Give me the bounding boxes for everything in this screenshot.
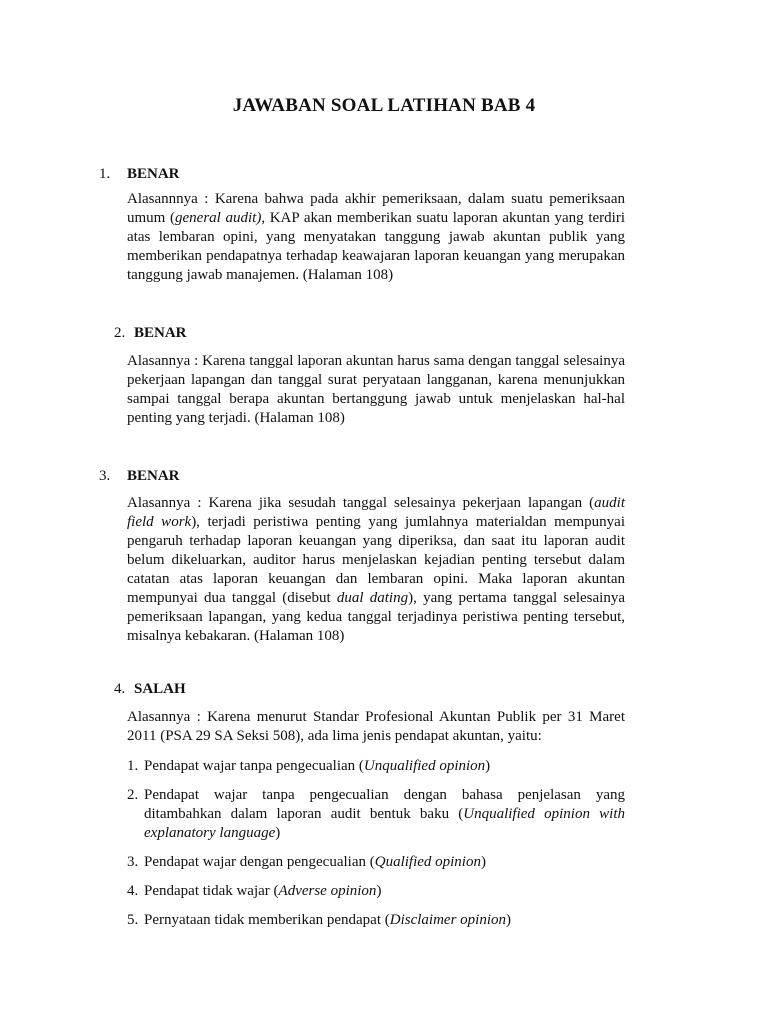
list-text: Pendapat tidak wajar ( [144, 883, 279, 899]
list-number: 3. [127, 854, 139, 870]
list-text: Pernyataan tidak memberikan pendapat ( [144, 912, 390, 928]
item-answer: BENAR [127, 468, 180, 484]
item-number: 4. [114, 681, 126, 697]
reason-text: Alasannnya : Karena bahwa pada akhir pemeriksaan, dalam suatu pemeriksaan umum ( [127, 191, 625, 226]
reason-text: ), yang pertama tanggal selesainya pemeriksaan lapangan, yang kedua tanggal terjadinya peristiwa penting tersebut, misalnya kebakaran. (Halaman 108) [127, 590, 625, 644]
list-item [127, 786, 625, 843]
reason-term: dual dating [336, 590, 409, 606]
page-title: JAWABAN SOAL LATIHAN BAB 4 [232, 95, 536, 116]
item-number: 2. [114, 325, 126, 341]
list-text: Pendapat wajar tanpa pengecualian dengan bahasa penjelasan yang ditambahkan dalam laporan audit bentuk baku ( [144, 787, 625, 822]
list-number: 2. [127, 787, 139, 803]
item-number: 3. [99, 468, 111, 484]
list-item [127, 882, 625, 901]
list-text: ) [275, 825, 281, 841]
item-number: 1. [99, 166, 111, 182]
list-item [127, 853, 625, 872]
item-answer: SALAH [134, 681, 186, 697]
item-answer: BENAR [134, 325, 187, 341]
item-2-heading [114, 324, 187, 343]
list-text: ) [376, 883, 382, 899]
reason-text: Alasannya : Karena menurut Standar Profesional Akuntan Publik per 31 Maret 2011 (PSA 29 SA Seksi 508), ada lima jenis pendapat akuntan, yaitu: [127, 709, 625, 744]
list-term: Qualified opinion [374, 854, 481, 870]
list-number: 4. [127, 883, 139, 899]
item-4-heading [114, 680, 186, 699]
list-number: 1. [127, 758, 139, 774]
reason-term: general audit) [175, 210, 262, 226]
list-item [127, 757, 625, 776]
reason-term: audit field work [127, 495, 625, 530]
item-3-reason [127, 494, 625, 646]
list-term: Unqualified opinion with explanatory language [144, 806, 625, 841]
reason-text: ), terjadi peristiwa penting yang jumlahnya materialdan mempunyai pengaruh terhadap laporan keuangan yang diperiksa, dan saat itu laporan audit belum dikeluarkan, auditor harus menjelaskan kejadian penting tersebut dalam catatan atas laporan keuangan dan lembaran opini. Maka laporan akuntan mempunyai dua tanggal (disebut [127, 514, 625, 606]
list-text: ) [485, 758, 491, 774]
item-answer: BENAR [127, 166, 180, 182]
opinion-list [127, 757, 625, 940]
item-4-reason [127, 708, 625, 746]
list-text: Pendapat wajar tanpa pengecualian ( [144, 758, 364, 774]
item-1-reason [127, 190, 625, 285]
list-term: Unqualified opinion [363, 758, 486, 774]
list-term: Adverse opinion [278, 883, 377, 899]
item-1-heading [99, 165, 180, 184]
list-text: Pendapat wajar dengan pengecualian ( [144, 854, 375, 870]
list-text: ) [480, 854, 486, 870]
list-item [127, 911, 625, 930]
item-3-heading [99, 467, 180, 486]
item-2-reason [127, 352, 625, 428]
list-text: ) [506, 912, 511, 928]
list-term: Disclaimer opinion [389, 912, 506, 928]
list-number: 5. [127, 912, 139, 928]
reason-text: Alasannya : Karena tanggal laporan akuntan harus sama dengan tanggal selesainya pekerjaan lapangan dan tanggal surat peryataan langganan, karena menunjukkan sampai tanggal berapa akuntan bertanggung jawab untuk menjelaskan hal-hal penting yang terjadi. (Halaman 108) [127, 353, 625, 426]
reason-text: , KAP akan memberikan suatu laporan akuntan yang terdiri atas lembaran opini, yang menyatakan tanggung jawab akuntan publik yang memberikan pendapatnya terhadap keawajaran laporan keuangan yang merupakan tanggung jawab manajemen. (Halaman 108) [127, 210, 625, 283]
reason-text: Alasannya : Karena jika sesudah tanggal selesainya pekerjaan lapangan ( [127, 495, 595, 511]
